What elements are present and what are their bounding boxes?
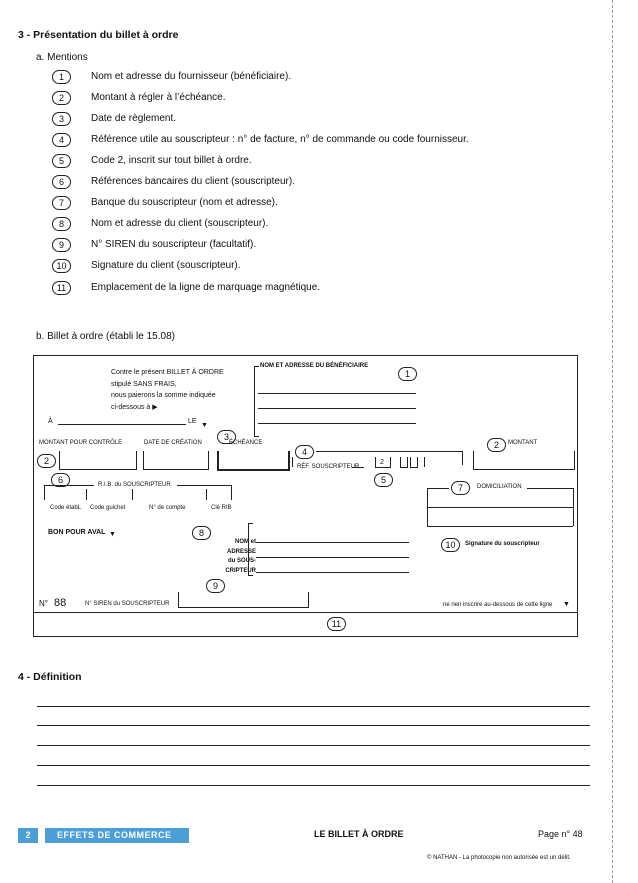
marker-5: 5 bbox=[374, 473, 393, 487]
date-creation-label: DATE DE CRÉATION bbox=[144, 440, 202, 446]
souscripteur-line[interactable] bbox=[256, 557, 409, 558]
a-label: À bbox=[48, 418, 53, 425]
cle-rib-label: Clé RIB bbox=[211, 505, 232, 511]
souscripteur-line[interactable] bbox=[256, 542, 409, 543]
section3-title: 3 - Présentation du billet à ordre bbox=[18, 29, 179, 41]
mention-number: 4 bbox=[52, 133, 71, 147]
souscripteur-bracket bbox=[248, 523, 249, 575]
mention-number: 10 bbox=[52, 259, 71, 273]
code-guichet-label: Code guichet bbox=[90, 505, 126, 511]
beneficiary-bracket bbox=[254, 366, 255, 436]
nom-adresse-line: du SOUS- bbox=[228, 558, 256, 564]
mention-number: 3 bbox=[52, 112, 71, 126]
mention-text: Emplacement de la ligne de marquage magnétique. bbox=[91, 282, 321, 293]
marker-3: 3 bbox=[217, 430, 236, 444]
mention-number: 2 bbox=[52, 91, 71, 105]
definition-line[interactable] bbox=[37, 785, 590, 786]
beneficiary-line[interactable] bbox=[258, 423, 416, 424]
definition-line[interactable] bbox=[37, 765, 590, 766]
bracket-bottom bbox=[248, 575, 253, 576]
mention-text: Code 2, inscrit sur tout billet à ordre. bbox=[91, 155, 252, 166]
ref-line bbox=[352, 467, 364, 468]
rib-tick bbox=[206, 489, 207, 500]
rib-tick bbox=[44, 485, 45, 500]
mention-number: 6 bbox=[52, 175, 71, 189]
intro-line: stipulé SANS FRAIS, bbox=[111, 380, 177, 388]
definition-line[interactable] bbox=[37, 706, 590, 707]
montant-box[interactable] bbox=[473, 451, 575, 470]
ref-tick bbox=[424, 457, 425, 467]
a-line bbox=[58, 424, 186, 425]
intro-line: nous paierons la somme indiquée bbox=[111, 392, 216, 399]
small-box bbox=[410, 457, 418, 468]
intro-text bbox=[111, 367, 224, 413]
dom-line-left bbox=[427, 488, 449, 489]
bracket-bottom bbox=[254, 436, 259, 437]
mention-text: Montant à régler à l’échéance. bbox=[91, 92, 226, 103]
bon-pour-aval-label: BON POUR AVAL bbox=[48, 529, 106, 536]
mention-number: 1 bbox=[52, 70, 71, 84]
marker-2: 2 bbox=[487, 438, 506, 452]
dom-right bbox=[573, 488, 574, 526]
definition-line[interactable] bbox=[37, 745, 590, 746]
mention-text: Référence utile au souscripteur : n° de facture, n° de commande ou code fournisseur. bbox=[91, 134, 469, 145]
rib-line-right bbox=[177, 485, 231, 486]
dom-bottom[interactable] bbox=[427, 526, 573, 527]
mention-number: 9 bbox=[52, 238, 71, 252]
num-compte-label: N° de compte bbox=[149, 505, 186, 511]
small-box bbox=[400, 457, 408, 468]
mention-number: 11 bbox=[52, 281, 71, 295]
billet-a-ordre-form bbox=[33, 355, 578, 637]
marker-6: 6 bbox=[51, 473, 70, 487]
montant-controle-label: MONTANT POUR CONTRÔLE bbox=[39, 440, 123, 446]
down-arrow-icon: ▼ bbox=[563, 601, 570, 608]
definition-line[interactable] bbox=[37, 725, 590, 726]
cut-line bbox=[612, 0, 613, 883]
signature-label: Signature du souscripteur bbox=[465, 541, 540, 547]
billet-heading: b. Billet à ordre (établi le 15.08) bbox=[36, 331, 175, 342]
mention-number: 7 bbox=[52, 196, 71, 210]
chapter-number: 2 bbox=[18, 828, 38, 843]
rib-tick bbox=[132, 489, 133, 500]
rib-label: R.I.B. du SOUSCRIPTEUR bbox=[98, 482, 171, 488]
ref-left bbox=[292, 457, 293, 467]
down-arrow-icon: ▼ bbox=[201, 422, 208, 429]
mention-text: Nom et adresse du client (souscripteur). bbox=[91, 218, 269, 229]
bracket-top bbox=[254, 366, 259, 367]
siren-box[interactable] bbox=[178, 592, 309, 608]
marker-11: 11 bbox=[327, 617, 346, 631]
domiciliation-label: DOMICILIATION bbox=[477, 484, 522, 490]
rib-line-left bbox=[44, 485, 94, 486]
beneficiary-line[interactable] bbox=[258, 408, 416, 409]
marker-2: 2 bbox=[37, 454, 56, 468]
le-label: LE bbox=[188, 418, 197, 425]
mention-text: Références bancaires du client (souscripteur). bbox=[91, 176, 295, 187]
code-value: 2 bbox=[380, 459, 384, 466]
ref-right bbox=[462, 451, 463, 465]
chapter-tag: EFFETS DE COMMERCE bbox=[45, 828, 189, 843]
marker-9: 9 bbox=[206, 579, 225, 593]
dom-mid[interactable] bbox=[427, 507, 573, 508]
beneficiary-label: NOM ET ADRESSE DU BÉNÉFICIAIRE bbox=[260, 363, 369, 369]
ref-top-line bbox=[316, 451, 462, 452]
n-label: N° bbox=[39, 599, 48, 608]
section4-title: 4 - Définition bbox=[18, 671, 82, 683]
marker-1: 1 bbox=[398, 367, 417, 381]
nom-adresse-line: CRIPTEUR bbox=[225, 567, 256, 574]
footer-title: LE BILLET À ORDRE bbox=[314, 829, 404, 839]
mentions-heading: a. Mentions bbox=[36, 52, 88, 63]
nom-adresse-line: ADRESSE bbox=[226, 548, 256, 555]
intro-line: Contre le présent BILLET À ORDRE bbox=[111, 369, 224, 376]
echeance-box[interactable] bbox=[217, 451, 290, 471]
rib-tick bbox=[231, 485, 232, 500]
nom-adresse-line: NOM et bbox=[235, 539, 256, 545]
montant-label: MONTANT bbox=[508, 440, 538, 446]
code-etabl-label: Code étabL bbox=[50, 505, 82, 511]
echeance-label: ÉCHÉANCE bbox=[229, 440, 263, 446]
mention-number: 8 bbox=[52, 217, 71, 231]
beneficiary-line[interactable] bbox=[258, 393, 416, 394]
intro-line: ci-dessous à ▶ bbox=[111, 403, 158, 411]
souscripteur-line[interactable] bbox=[256, 572, 409, 573]
mention-text: Nom et adresse du fournisseur (bénéficiaire). bbox=[91, 71, 292, 82]
mention-number: 5 bbox=[52, 154, 71, 168]
date-creation-box[interactable] bbox=[143, 451, 209, 470]
ne-rien-label: ne rien inscrire au-dessous de cette ligne bbox=[443, 602, 553, 608]
marker-4: 4 bbox=[295, 445, 314, 459]
dom-line-right bbox=[527, 488, 573, 489]
down-arrow-icon: ▼ bbox=[109, 531, 116, 538]
rib-tick bbox=[86, 489, 87, 500]
magnetic-line bbox=[34, 612, 577, 613]
montant-controle-box[interactable] bbox=[59, 451, 137, 470]
bracket-top bbox=[248, 523, 253, 524]
mention-text: Date de règlement. bbox=[91, 113, 177, 124]
mention-text: Banque du souscripteur (nom et adresse). bbox=[91, 197, 278, 208]
n-value: 88 bbox=[54, 597, 67, 609]
mention-text: N° SIREN du souscripteur (facultatif). bbox=[91, 239, 257, 250]
mention-text: Signature du client (souscripteur). bbox=[91, 260, 241, 271]
siren-label: N° SIREN du SOUSCRIPTEUR bbox=[85, 601, 170, 607]
copyright: © NATHAN - La photocopie non autorisée est un délit. bbox=[427, 855, 571, 861]
nom-adresse-label bbox=[196, 538, 256, 576]
marker-7: 7 bbox=[451, 481, 470, 495]
marker-10: 10 bbox=[441, 538, 460, 552]
ref-souscripteur-label: RÉF. SOUSCRIPTEUR bbox=[297, 464, 360, 470]
page-number: Page n° 48 bbox=[538, 829, 583, 839]
marker-8: 8 bbox=[192, 526, 211, 540]
